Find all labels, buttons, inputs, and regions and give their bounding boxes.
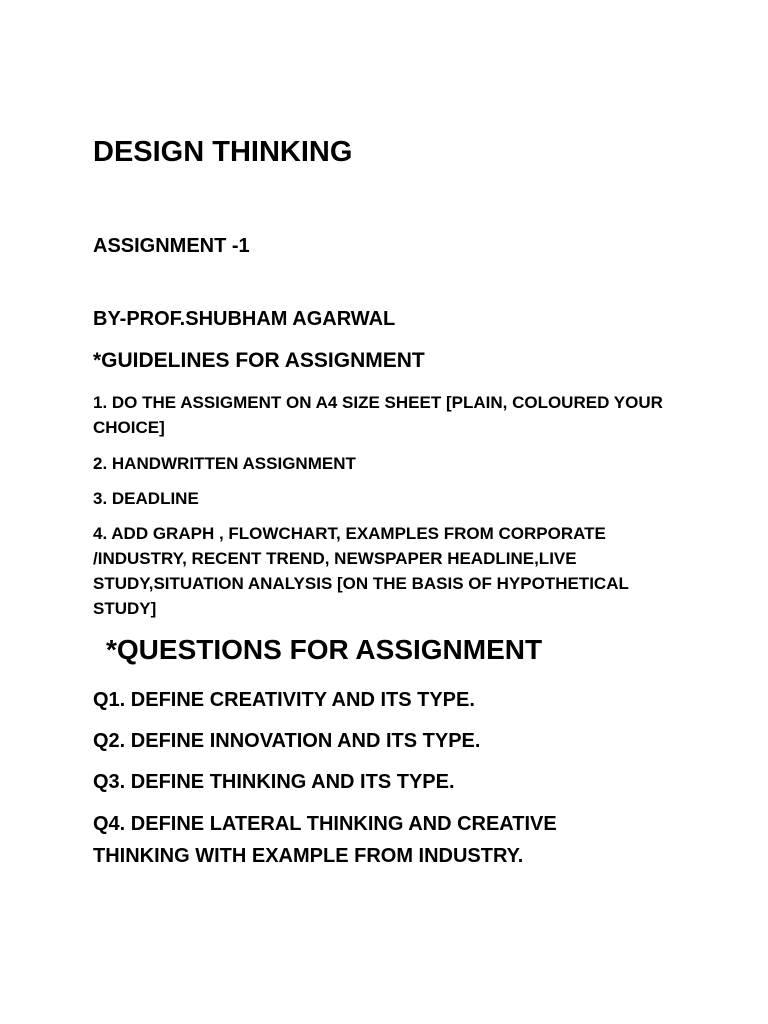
guidelines-heading: *GUIDELINES FOR ASSIGNMENT (93, 349, 425, 372)
questions-heading: *QUESTIONS FOR ASSIGNMENT (106, 634, 543, 665)
guideline-item: 2. HANDWRITTEN ASSIGNMENT (93, 454, 356, 473)
question-item: Q3. DEFINE THINKING AND ITS TYPE. (93, 771, 455, 793)
question-item: Q2. DEFINE INNOVATION AND ITS TYPE. (93, 730, 481, 752)
document-title: DESIGN THINKING (93, 136, 353, 168)
guideline-item: 3. DEADLINE (93, 489, 199, 508)
guideline-item: 1. DO THE ASSIGMENT ON A4 SIZE SHEET [PLAIN, COLOURED YOUR CHOICE] (93, 393, 663, 437)
guideline-item: 4. ADD GRAPH , FLOWCHART, EXAMPLES FROM CORPORATE /INDUSTRY, RECENT TREND, NEWSPAPER HEADLINE,LIVE STUDY,SITUATION ANALYSIS [ON THE BASIS OF HYPOTHETICAL STUDY] (93, 524, 629, 618)
author-line: BY-PROF.SHUBHAM AGARWAL (93, 308, 396, 330)
question-item: Q4. DEFINE LATERAL THINKING AND CREATIVE THINKING WITH EXAMPLE FROM INDUSTRY. (93, 813, 557, 867)
question-item: Q1. DEFINE CREATIVITY AND ITS TYPE. (93, 689, 475, 711)
assignment-label: ASSIGNMENT -1 (93, 235, 250, 257)
